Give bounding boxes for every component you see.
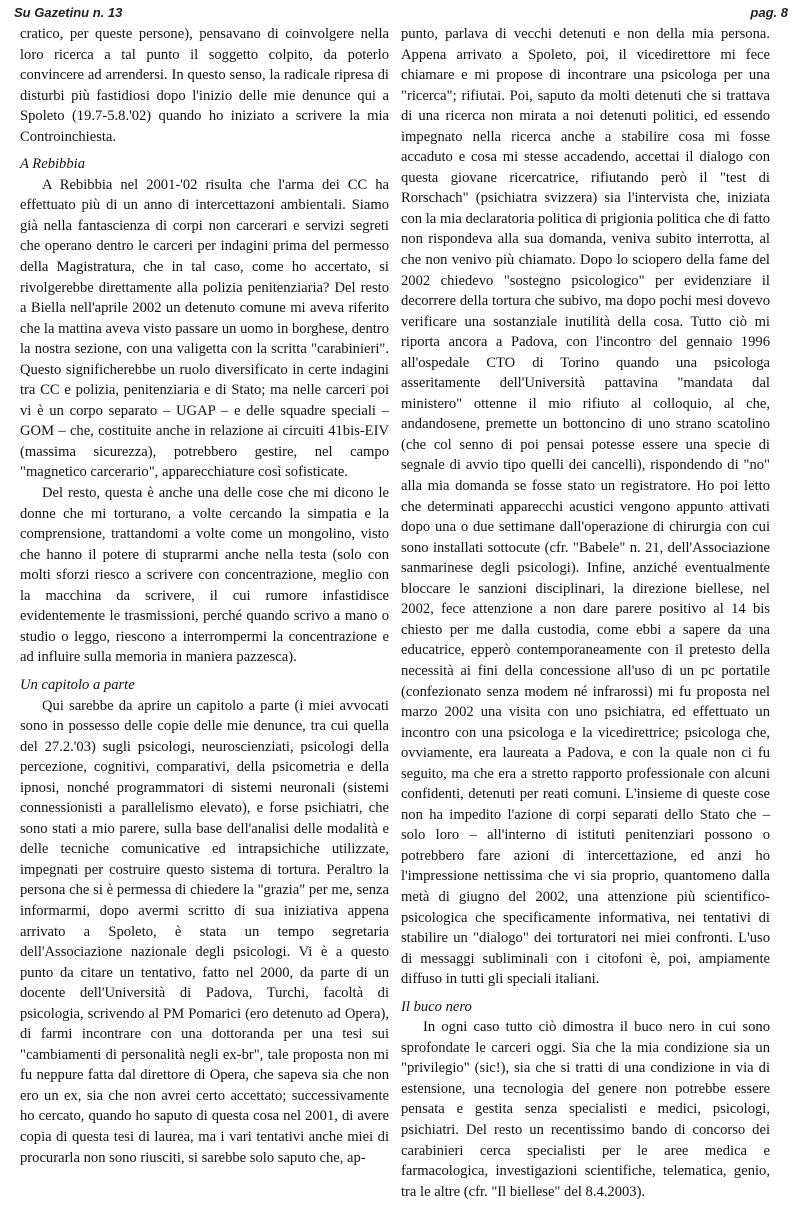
left-column <box>20 24 389 1168</box>
paragraph: Del resto, questa è anche una delle cose che mi dicono le donne che mi torturano, a volte cercando la simpatia e la comprensione, trattandomi a volte come un mongolino, visto che hanno il potere di stuprarmi anche nella testa (solo con molti sforzi riesco a scrivere con concentrazione, meglio con la macchina da scrivere, il cui rumore infastidisce evidentemente le trasmissioni, perché quando scrivo a mano o studio o leggo, riescono a interrompermi la concentrazione e ad influire sulla memoria in maniera pazzesca). <box>20 485 389 666</box>
section-heading-un-capitolo-a-parte: Un capitolo a parte <box>20 676 135 693</box>
paragraph-continued: punto, parlava di vecchi detenuti e non della mia persona. Appena arrivato a Spoleto, poi, il vicedirettore mi fece chiamare e mi propose di incontrare una psicologa per una "ricerca"; rifiutai. Poi, saputo da molti detenuti che si trattava di una ricerca non mirata a noi detenuti politici, ed essendo impegnato nella ricerca anche a stabilire cosa mi fosse accaduto e cosa mi stesse accadendo, accettai il dialogo con questa giovane ricercatrice, rifiutando però il "test di Rorschach" (psichiatra svizzera) sia l'intervista che, iniziata con la mia declaratoria politica di prigionia politica che di fatto non rispondeva alla sua domanda, veniva subito interrotta, al che non venivo più chiamato. Dopo lo sciopero della fame del 2002 chiedevo "sostegno psicologico" per evidenziare il decorrere della tortura che subivo, ma dopo pochi mesi dovevo verificare una sostanziale inutilità della cosa. Tutto ciò mi riporta ancora a Padova, con l'incontro del gennaio 1996 all'ospedale CTO di Torino quando una psicologa asseritamente dell'Università pattavina "mandata dal ministero" ottenne il mio rifiuto al colloquio, al che, andandosene, premette un bottoncino di uno strano scatolino (che col senno di poi pensai potesse essere una specie di segnale di avvio tipo quelli dei cancelli), rispondendo di "no" alla mia domanda se fosse stato un registratore. Ho poi letto che determinati apparecchi acustici vengono appunto attivati dopo una o due settimane dall'operazione di chirurgia con cui sono installati sottocute (cfr. "Babele" n. 21, dell'Associazione sanmarinese degli psicologi). Infine, anziché eventualmente bloccare le sanzioni disciplinari, la direzione biellese, nel 2002, fece attenzione a non dare parere positivo al 14 bis chiesto per me dalla custodia, come ebbi a sapere da una educatrice, epperò contemporaneamente con il pretesto della necessità ai fini della concessione all'uso di un pc portatile (confezionato senza modem né infrarossi) mi fu proposta nel marzo 2002 una visita con uno psichiatra, ed effettuato un incontro con una psicologa e la vicedirettrice; psicologa che, ovviamente, era laureata a Padova, e con la quale non ci fu seguito, ma che era a stretto rapporto professionale con alcuni confidenti, detenuti per reati comuni. L'insieme di queste cose non ha impedito l'azione di corpi separati dello Stato che – solo loro – all'interno di istituti penitenziari possono o potrebbero fare azioni di intercettazione, ed anzi ho l'impressione nettissima che vi sia proprio, quantomeno dalla metà di giugno del 2002, una attenzione più scientifico-psicologica che specificamente informativa, nei tentativi di stabilire un "dialogo" dei torturatori nei miei confronti. L'uso di messaggi subliminali con i citofoni è, poi, ampiamente diffuso in tutti gli speciali italiani. <box>401 26 770 988</box>
section-heading-il-buco-nero: Il buco nero <box>401 998 472 1015</box>
paragraph: In ogni caso tutto ciò dimostra il buco nero in cui sono sprofondate le carceri oggi. Sia che la mia condizione sia un "privilegio" (sic!), sia che si tratti di una condizione in via di estensione, una tecnologia del genere non potrebbe essere pensata e gestita senza specialisti e medici, psicologi, psichiatri. Del resto un recentissimo bando di concorso dei carabinieri cerca specialisti per le aree medica e farmacologica, investigazioni scientifiche, telematica, genio, tra le altre (cfr. "Il biellese" del 8.4.2003). <box>401 1019 770 1200</box>
right-column <box>401 24 770 1202</box>
publication-title: Su Gazetinu n. 13 <box>14 4 123 20</box>
paragraph: A Rebibbia nel 2001-'02 risulta che l'arma dei CC ha effettuato più di un anno di intercettazoni ambientali. Siamo già nella fantascienza di corpi non carcerari e servizi segreti che operano dentro le carceri per indagini prima del permesso della Magistratura, che in tal caso, come ho accertato, si rivolgerebbe direttamente alla polizia penitenziaria? Del resto a Biella nell'aprile 2002 un detenuto comune mi aveva riferito che la mattina aveva visto passare un uomo in borghese, dentro la nostra sezione, con una valigetta con la scritta "carabinieri". Questo significherebbe un ruolo diversificato in certe indagini tra CC e polizia, penitenziaria e di Stato; ma nelle carceri poi vi è un corpo separato – UGAP – e delle squadre speciali – GOM – che, costituite anche in relazione ai circuiti 41bis-EIV (massima sicurezza), potrebbero gestire, nel campo "magnetico carcerario", apparecchiature così sofisticate. <box>20 176 389 481</box>
paragraph-continued: cratico, per queste persone), pensavano di coinvolgere nella loro ricerca a tal punto il soggetto colpito, da poterlo convincere ad arrendersi. In questo senso, la radicale ripresa di disturbi più fastidiosi dopo l'inizio delle mie denunce qui a Spoleto (19.7-5.8.'02) quando ho iniziato a scrivere la mia Controinchiesta. <box>20 26 389 145</box>
page-number: pag. 8 <box>750 4 788 20</box>
page-header <box>14 0 788 24</box>
section-heading-a-rebibbia: A Rebibbia <box>20 156 85 173</box>
paragraph: Qui sarebbe da aprire un capitolo a parte (i miei avvocati sono in possesso delle copie delle mie denunce, tra cui quella del 27.2.'03) sugli psicologi, neuroscienziati, psicologi della percezione, cognitivi, comparativi, della psicometria e della ipnosi, nonché programmatori di sistemi neuronali (sistemi connessionisti a parallelismo elevato), e forse psichiatri, che sono stati a mio parere, sulla base dell'analisi delle modalità e delle tecniche comunicative ed intrapsichiche utilizzate, impegnati per costruire questo sistema di tortura. Peraltro la persona che si è permessa di chiedere la "grazia" per me, senza informarmi, dopo avermi scritto di sua iniziativa appena arrivato a Spoleto, è stata un tempo segretaria dell'Associazione nazionale degli psicologi. Vi è a questo punto da citare un tentativo, fatto nel 2000, da parte di un docente dell'Università di Padova, Turchi, facoltà di psicologia, scrivendo al PM Pomarici (ero detenuto ad Opera), di farmi incontrare con una dottoranda per una tesi sui "cambiamenti di personalità negli ex-br", tale proposta non mi fu neppure fatta dal direttore di Opera, che sapeva sia che non ero un ex, sia che non avrei certo accettato; successivamente ho cercato, quando ho saputo di questa cosa nel 2001, di avere copia di questa tesi di laurea, ma i vari tentativi anche miei di procurarla non sono riusciti, si sarebbe solo saputo che, ap- <box>20 697 389 1166</box>
